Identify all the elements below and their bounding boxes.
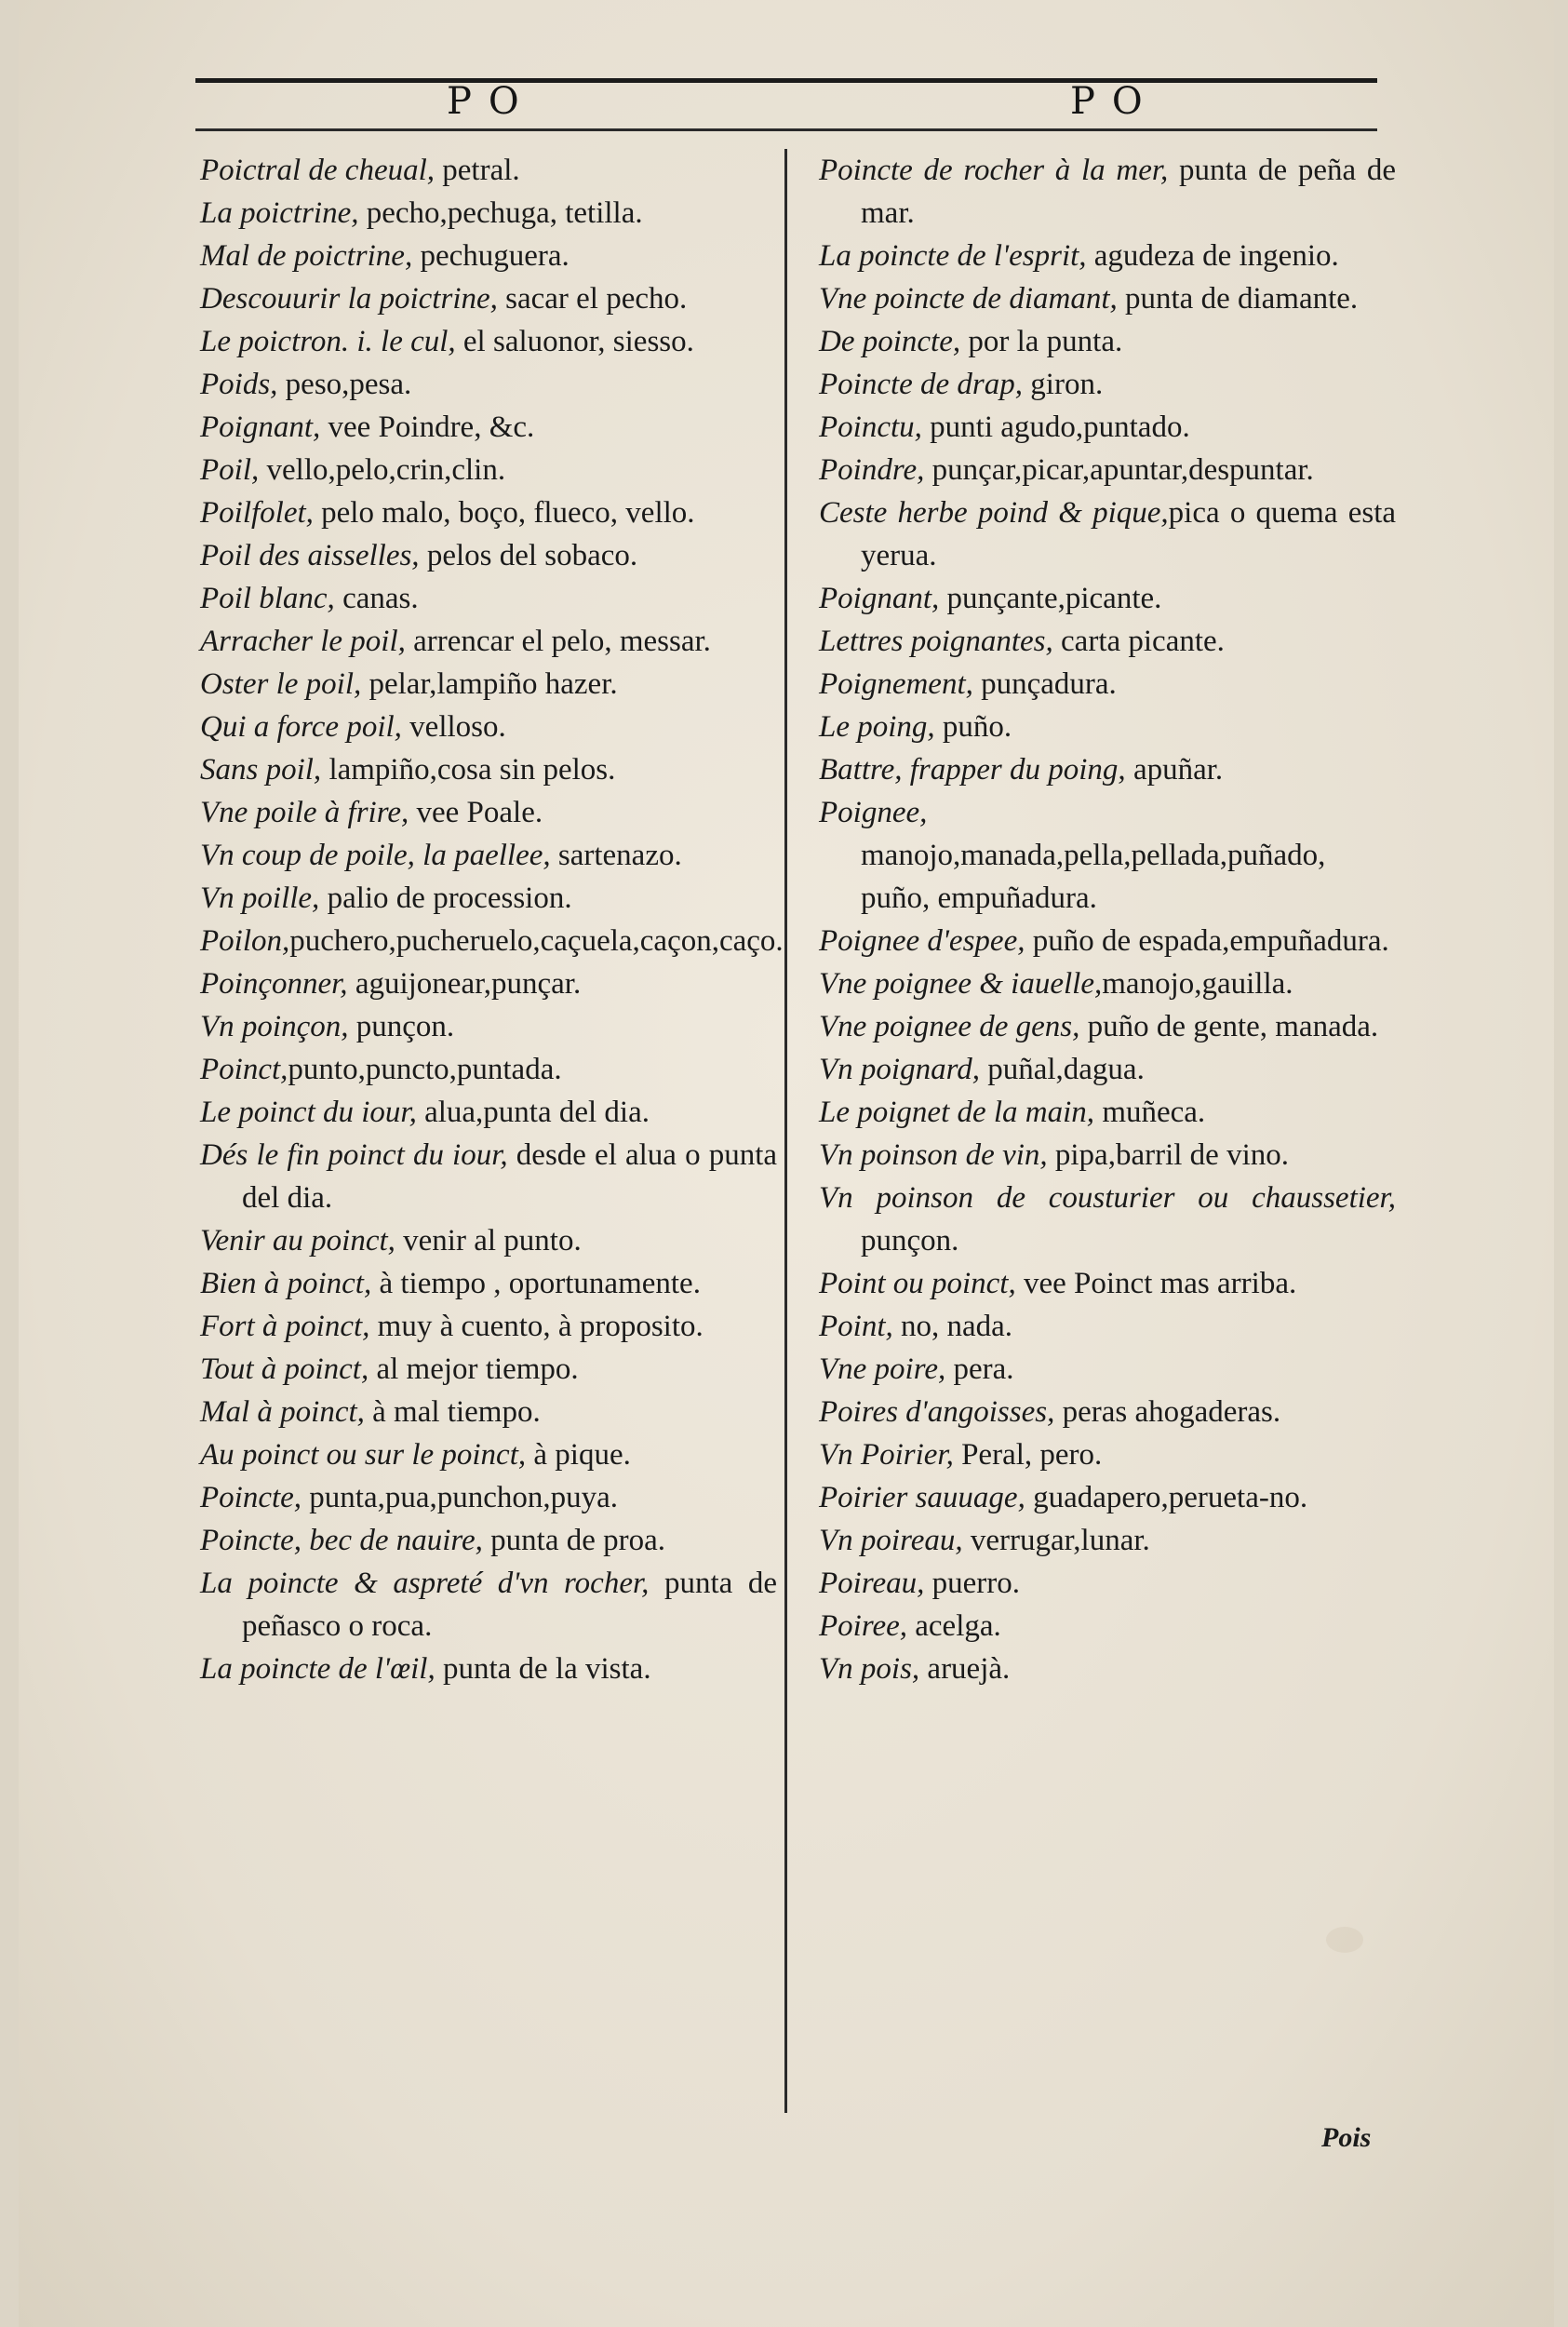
- french-term: Dés le fin poinct du iour,: [200, 1138, 508, 1172]
- french-term: La poictrine,: [200, 196, 359, 230]
- french-term: Vn poinçon,: [200, 1010, 349, 1043]
- dictionary-entry: [200, 834, 777, 877]
- spanish-translation: sartenazo.: [550, 839, 682, 872]
- french-term: Vn coup de poile, la paellee,: [200, 839, 551, 872]
- french-term: Poinct,: [200, 1053, 288, 1086]
- dictionary-entry: [200, 663, 777, 706]
- page-stain: [1326, 1927, 1363, 1953]
- spanish-translation: punta de diamante.: [1117, 282, 1359, 316]
- french-term: La poincte de l'œil,: [200, 1652, 436, 1686]
- french-term: Poincte de drap,: [819, 368, 1024, 401]
- dictionary-page: [19, 0, 1554, 2327]
- french-term: Poilon,: [200, 924, 290, 958]
- french-term: Poignement,: [819, 667, 973, 701]
- french-term: Bien à poinct,: [200, 1267, 372, 1300]
- dictionary-entry: [819, 1433, 1396, 1476]
- french-term: Poinctu,: [819, 410, 922, 444]
- french-term: Poignee d'espee,: [819, 924, 1025, 958]
- dictionary-entry: [200, 235, 777, 277]
- french-term: Point ou poinct,: [819, 1267, 1016, 1300]
- spanish-translation: manojo,manada,pella,pellada,puñado, puño, empuñadura.: [861, 839, 1326, 915]
- french-term: Le poinct du iour,: [200, 1096, 417, 1129]
- dictionary-entry: [819, 1562, 1396, 1605]
- spanish-translation: al mejor tiempo.: [369, 1352, 579, 1386]
- french-term: Vne poile à frire,: [200, 796, 409, 829]
- dictionary-entry: [819, 320, 1396, 363]
- spanish-translation: velloso.: [401, 710, 506, 744]
- french-term: Poignant,: [200, 410, 321, 444]
- french-term: Descouurir la poictrine,: [200, 282, 498, 316]
- dictionary-entry: [200, 1048, 777, 1091]
- dictionary-entry: [200, 962, 777, 1005]
- dictionary-entry: [200, 1476, 777, 1519]
- dictionary-entry: [819, 1048, 1396, 1091]
- dictionary-entry: [819, 1262, 1396, 1305]
- header-rule-top: [195, 78, 1377, 83]
- french-term: Oster le poil,: [200, 667, 362, 701]
- french-term: Poilfolet,: [200, 496, 314, 530]
- french-term: Ceste herbe poind & pique,: [819, 496, 1169, 530]
- spanish-translation: vee Poindre, &c.: [320, 410, 535, 444]
- dictionary-entry: [200, 748, 777, 791]
- dictionary-entry: [200, 149, 777, 192]
- dictionary-entry: [200, 877, 777, 920]
- french-term: Poireau,: [819, 1567, 925, 1600]
- spanish-translation: el saluonor, siesso.: [455, 325, 694, 358]
- spanish-translation: acelga.: [907, 1609, 1001, 1643]
- dictionary-entry: [819, 791, 1396, 920]
- french-term: Poictral de cheual,: [200, 154, 436, 187]
- dictionary-entry: [200, 1648, 777, 1690]
- dictionary-entry: [819, 620, 1396, 663]
- spanish-translation: puño de gente, manada.: [1079, 1010, 1379, 1043]
- dictionary-entry: [200, 1433, 777, 1476]
- dictionary-entry: [819, 277, 1396, 320]
- left-column: [200, 149, 784, 1690]
- dictionary-entry: [200, 1348, 777, 1391]
- dictionary-entry: [819, 663, 1396, 706]
- dictionary-entry: [200, 491, 777, 534]
- spanish-translation: punta de la vista.: [435, 1652, 651, 1686]
- dictionary-entry: [200, 1305, 777, 1348]
- french-term: Mal de poictrine,: [200, 239, 413, 273]
- spanish-translation: vello,pelo,crin,clin.: [259, 453, 506, 487]
- dictionary-entry: [819, 235, 1396, 277]
- spanish-translation: punta de peña de mar.: [861, 154, 1396, 230]
- dictionary-entry: [819, 1134, 1396, 1177]
- dictionary-entry: [819, 1177, 1396, 1262]
- french-term: Poires d'angoisses,: [819, 1395, 1055, 1429]
- dictionary-entry: [819, 406, 1396, 449]
- spanish-translation: punçante,picante.: [939, 582, 1162, 615]
- spanish-translation: giron.: [1023, 368, 1104, 401]
- french-term: Vne poire,: [819, 1352, 946, 1386]
- spanish-translation: agudeza de ingenio.: [1086, 239, 1339, 273]
- dictionary-entry: [819, 1476, 1396, 1519]
- spanish-translation: pelar,lampiño hazer.: [361, 667, 618, 701]
- french-term: Tout à poinct,: [200, 1352, 369, 1386]
- dictionary-entry: [819, 962, 1396, 1005]
- french-term: Arracher le poil,: [200, 625, 406, 658]
- spanish-translation: puerro.: [924, 1567, 1020, 1600]
- dictionary-entry: [200, 534, 777, 577]
- spanish-translation: desde el alua o punta del dia.: [242, 1138, 778, 1215]
- spanish-translation: pelos del sobaco.: [419, 539, 638, 572]
- spanish-translation: vee Poinct mas arriba.: [1015, 1267, 1297, 1300]
- spanish-translation: muñeca.: [1094, 1096, 1206, 1129]
- french-term: Poincte de rocher à la mer,: [819, 154, 1169, 187]
- right-column: [819, 149, 1396, 1690]
- spanish-translation: punçon.: [348, 1010, 455, 1043]
- french-term: La poincte de l'esprit,: [819, 239, 1087, 273]
- spanish-translation: à tiempo , oportunamente.: [371, 1267, 701, 1300]
- dictionary-entry: [819, 1091, 1396, 1134]
- dictionary-entry: [200, 620, 777, 663]
- french-term: Lettres poignantes,: [819, 625, 1053, 658]
- french-term: Poinçonner,: [200, 967, 348, 1001]
- spanish-translation: Peral, pero.: [953, 1438, 1103, 1472]
- dictionary-entry: [200, 1391, 777, 1433]
- spanish-translation: canas.: [334, 582, 419, 615]
- french-term: Vne poignee de gens,: [819, 1010, 1080, 1043]
- french-term: Vn poinson de cousturier ou chaussetier,: [819, 1181, 1396, 1215]
- column-divider: [784, 149, 787, 2113]
- spanish-translation: muy à cuento, à proposito.: [369, 1310, 704, 1343]
- dictionary-entry: [819, 149, 1396, 235]
- french-term: Vne poincte de diamant,: [819, 282, 1118, 316]
- dictionary-entry: [200, 1134, 777, 1219]
- french-term: Poil des aisselles,: [200, 539, 420, 572]
- spanish-translation: lampiño,cosa sin pelos.: [321, 753, 616, 787]
- spanish-translation: punta de proa.: [482, 1524, 666, 1557]
- dictionary-entry: [819, 491, 1396, 577]
- dictionary-entry: [819, 1005, 1396, 1048]
- dictionary-entry: [200, 1262, 777, 1305]
- spanish-translation: sacar el pecho.: [497, 282, 688, 316]
- spanish-translation: punta,pua,punchon,puya.: [302, 1481, 619, 1514]
- french-term: Poirier sauuage,: [819, 1481, 1025, 1514]
- spanish-translation: pipa,barril de vino.: [1047, 1138, 1289, 1172]
- spanish-translation: no, nada.: [892, 1310, 1013, 1343]
- dictionary-entry: [819, 1348, 1396, 1391]
- running-head-right: PO: [1070, 80, 1159, 123]
- dictionary-entry: [200, 1091, 777, 1134]
- french-term: Point,: [819, 1310, 893, 1343]
- french-term: Vn poinson de vin,: [819, 1138, 1048, 1172]
- spanish-translation: guadapero,perueta-no.: [1025, 1481, 1308, 1514]
- french-term: De poincte,: [819, 325, 961, 358]
- dictionary-entry: [819, 706, 1396, 748]
- dictionary-entry: [819, 1305, 1396, 1348]
- french-term: Vn Poirier,: [819, 1438, 954, 1472]
- spanish-translation: vee Poale.: [409, 796, 543, 829]
- spanish-translation: pecho,pechuga, tetilla.: [358, 196, 643, 230]
- french-term: Au poinct ou sur le poinct,: [200, 1438, 527, 1472]
- french-term: Le poictron. i. le cul,: [200, 325, 456, 358]
- dictionary-entry: [200, 706, 777, 748]
- spanish-translation: pica o quema esta yerua.: [861, 496, 1397, 572]
- french-term: Poincte, bec de nauire,: [200, 1524, 483, 1557]
- french-term: Poincte,: [200, 1481, 302, 1514]
- spanish-translation: punto,puncto,puntada.: [288, 1053, 562, 1086]
- spanish-translation: apuñar.: [1125, 753, 1224, 787]
- spanish-translation: venir al punto.: [395, 1224, 582, 1258]
- french-term: Mal à poinct,: [200, 1395, 365, 1429]
- spanish-translation: palio de procession.: [319, 881, 572, 915]
- dictionary-entry: [200, 791, 777, 834]
- dictionary-entry: [200, 406, 777, 449]
- dictionary-entry: [200, 277, 777, 320]
- french-term: Battre, frapper du poing,: [819, 753, 1126, 787]
- dictionary-entry: [200, 1005, 777, 1048]
- spanish-translation: peso,pesa.: [277, 368, 412, 401]
- spanish-translation: punçar,picar,apuntar,despuntar.: [924, 453, 1314, 487]
- spanish-translation: pelo malo, boço, flueco, vello.: [313, 496, 695, 530]
- french-term: Qui a force poil,: [200, 710, 402, 744]
- french-term: Le poignet de la main,: [819, 1096, 1095, 1129]
- dictionary-entry: [819, 1648, 1396, 1690]
- catchword: Pois: [1321, 2122, 1372, 2153]
- spanish-translation: puño de espada,empuñadura.: [1025, 924, 1389, 958]
- spanish-translation: pera.: [945, 1352, 1014, 1386]
- dictionary-entry: [200, 192, 777, 235]
- french-term: Poignant,: [819, 582, 940, 615]
- spanish-translation: puchero,pucheruelo,caçuela,caçon,caço.: [289, 924, 784, 958]
- dictionary-entry: [200, 1562, 777, 1648]
- spanish-translation: peras ahogaderas.: [1054, 1395, 1281, 1429]
- french-term: Poids,: [200, 368, 278, 401]
- header-rule-bottom: [195, 128, 1377, 131]
- french-term: Poiree,: [819, 1609, 907, 1643]
- french-term: Vn poireau,: [819, 1524, 963, 1557]
- french-term: Vne poignee & iauelle,: [819, 967, 1103, 1001]
- spanish-translation: manojo,gauilla.: [1102, 967, 1293, 1001]
- dictionary-entry: [200, 577, 777, 620]
- spanish-translation: por la punta.: [960, 325, 1123, 358]
- dictionary-entry: [200, 320, 777, 363]
- spanish-translation: punta de peñasco o roca.: [242, 1567, 777, 1643]
- spanish-translation: puñal,dagua.: [979, 1053, 1145, 1086]
- french-term: Venir au poinct,: [200, 1224, 395, 1258]
- spanish-translation: à pique.: [526, 1438, 631, 1472]
- french-term: Vn poignard,: [819, 1053, 980, 1086]
- french-term: Vn pois,: [819, 1652, 920, 1686]
- french-term: Sans poil,: [200, 753, 322, 787]
- spanish-translation: punti agudo,puntado.: [921, 410, 1190, 444]
- dictionary-entry: [200, 1519, 777, 1562]
- spanish-translation: pechuguera.: [412, 239, 570, 273]
- spanish-translation: punçon.: [861, 1224, 959, 1258]
- dictionary-entry: [819, 1391, 1396, 1433]
- running-head-left: PO: [447, 80, 536, 123]
- spanish-translation: aruejà.: [919, 1652, 1011, 1686]
- french-term: Fort à poinct,: [200, 1310, 370, 1343]
- dictionary-entry: [819, 1519, 1396, 1562]
- french-term: Poil,: [200, 453, 260, 487]
- dictionary-entry: [819, 449, 1396, 491]
- spanish-translation: aguijonear,punçar.: [347, 967, 582, 1001]
- dictionary-entry: [200, 920, 784, 962]
- spanish-translation: punçadura.: [972, 667, 1117, 701]
- spanish-translation: verrugar,lunar.: [962, 1524, 1150, 1557]
- spanish-translation: alua,punta del dia.: [416, 1096, 650, 1129]
- spanish-translation: carta picante.: [1052, 625, 1225, 658]
- dictionary-entry: [819, 1605, 1396, 1648]
- dictionary-entry: [819, 920, 1396, 962]
- spanish-translation: puño.: [934, 710, 1012, 744]
- spanish-translation: à mal tiempo.: [364, 1395, 541, 1429]
- french-term: La poincte & aspreté d'vn rocher,: [200, 1567, 650, 1600]
- spanish-translation: petral.: [435, 154, 520, 187]
- french-term: Vn poille,: [200, 881, 320, 915]
- french-term: Poignee,: [819, 796, 928, 829]
- dictionary-entry: [819, 577, 1396, 620]
- dictionary-entry: [200, 449, 777, 491]
- spanish-translation: arrencar el pelo, messar.: [405, 625, 711, 658]
- french-term: Poil blanc,: [200, 582, 335, 615]
- dictionary-entry: [819, 363, 1396, 406]
- french-term: Le poing,: [819, 710, 935, 744]
- dictionary-entry: [200, 363, 777, 406]
- french-term: Poindre,: [819, 453, 925, 487]
- dictionary-entry: [819, 748, 1396, 791]
- dictionary-entry: [200, 1219, 777, 1262]
